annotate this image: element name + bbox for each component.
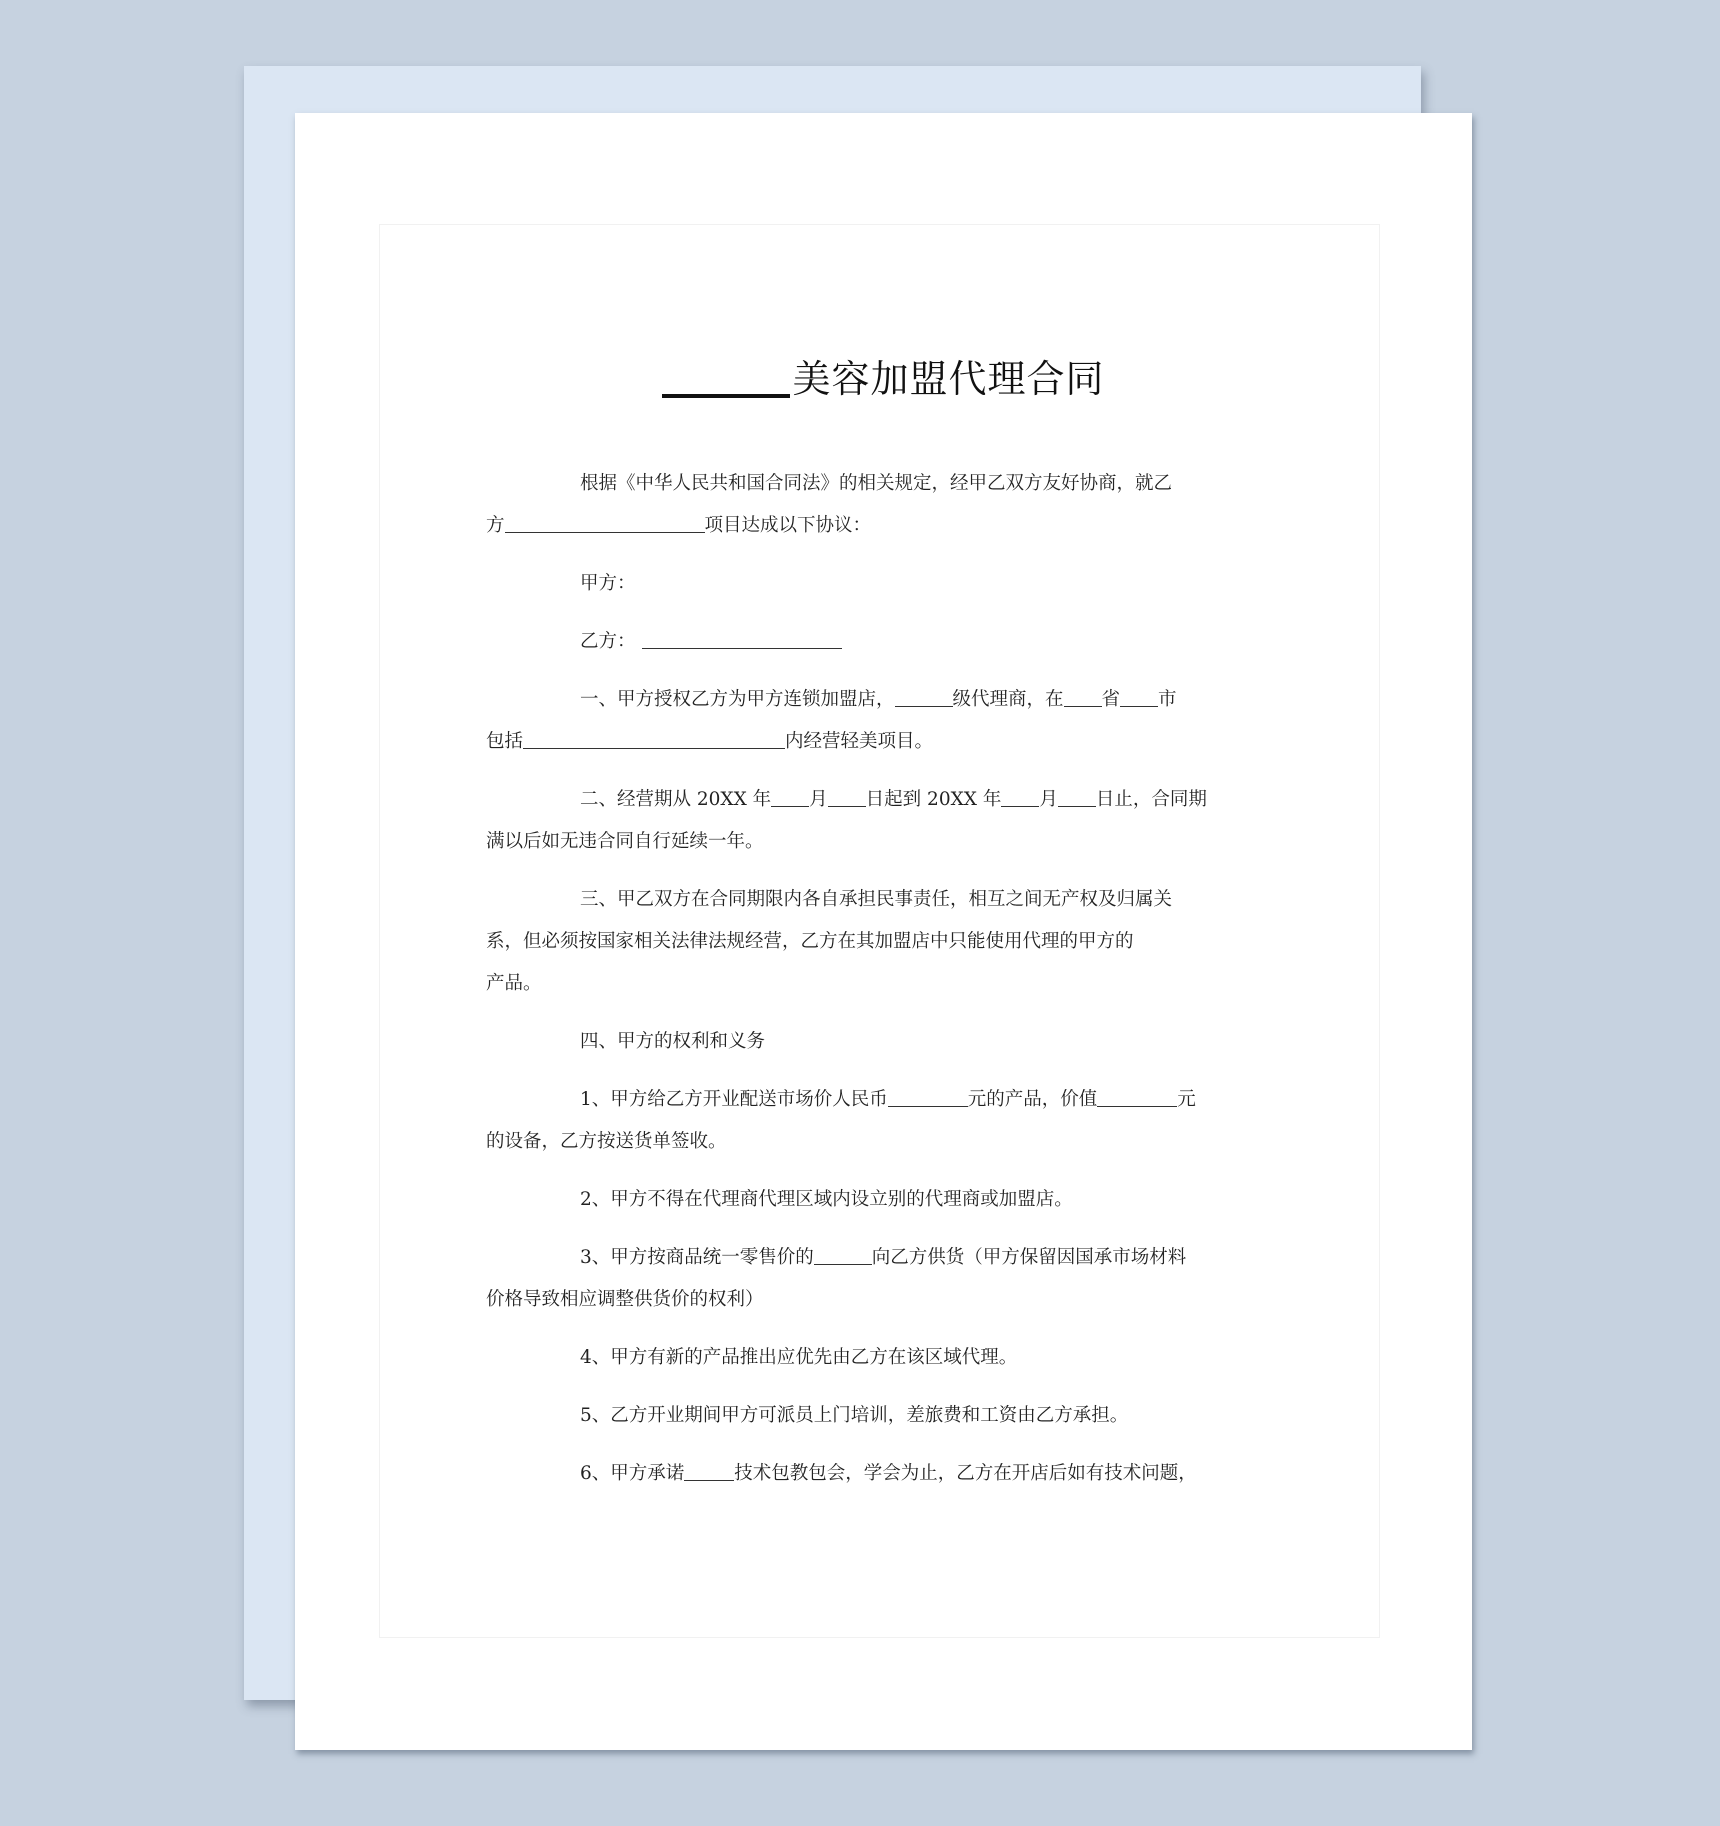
text: 4、甲方有新的产品推出应优先由乙方在该区域代理。 <box>580 1347 1018 1368</box>
text-line: 价格导致相应调整供货价的权利） <box>486 1289 764 1310</box>
intro-paragraph <box>486 463 1233 547</box>
document-body <box>486 463 1233 1511</box>
item-5 <box>533 1395 1233 1437</box>
text-line: 三、甲乙双方在合同期限内各自承担民事责任，相互之间无产权及归属关 <box>580 889 1173 910</box>
section-2 <box>486 779 1233 863</box>
text: 内经营轻美项目。 <box>785 731 934 752</box>
blank-line <box>1064 705 1102 707</box>
blank-line <box>684 1479 734 1481</box>
blank-line <box>1001 805 1039 807</box>
section-4-heading <box>533 1021 1233 1063</box>
text: 2、甲方不得在代理商代理区域内设立别的代理商或加盟店。 <box>580 1189 1073 1210</box>
text-line <box>533 1237 1233 1279</box>
text: 级代理商，在 <box>952 689 1064 710</box>
item-3 <box>486 1237 1233 1321</box>
text: 二、经营期从 20XX 年 <box>580 789 772 810</box>
party-b-line <box>533 621 1233 663</box>
text-line: 的设备，乙方按送货单签收。 <box>486 1131 727 1152</box>
text-line <box>533 779 1233 821</box>
party-a-label: 甲方： <box>580 573 636 594</box>
title-blank-line <box>662 393 790 398</box>
text: 技术包教包会，学会为止，乙方在开店后如有技术问题， <box>734 1463 1197 1484</box>
text: 省 <box>1101 689 1121 710</box>
text: 5、乙方开业期间甲方可派员上门培训，差旅费和工资由乙方承担。 <box>580 1405 1129 1426</box>
text-line <box>486 721 1233 763</box>
text-line: 满以后如无违合同自行延续一年。 <box>486 831 764 852</box>
section-3 <box>486 879 1233 1005</box>
blank-line <box>828 805 866 807</box>
text-line <box>486 505 1233 547</box>
blank-line <box>888 1105 968 1107</box>
text: 包括 <box>486 731 524 752</box>
text: 向乙方供货（甲方保留因国承市场材料 <box>871 1247 1187 1268</box>
text: 月 <box>1039 789 1058 810</box>
item-4 <box>533 1337 1233 1379</box>
text-line: 产品。 <box>486 973 542 994</box>
item-1 <box>486 1079 1233 1163</box>
blank-line <box>523 747 785 749</box>
text: 项目达成以下协议： <box>704 515 872 536</box>
item-2 <box>533 1179 1233 1221</box>
text: 月 <box>809 789 828 810</box>
document-title <box>295 348 1472 403</box>
blank-line <box>1097 1105 1177 1107</box>
text-line: 根据《中华人民共和国合同法》的相关规定，经甲乙双方友好协商，就乙 <box>580 473 1173 494</box>
blank-line <box>814 1263 872 1265</box>
text-line: 系，但必须按国家相关法律法规经营，乙方在其加盟店中只能使用代理的甲方的 <box>486 931 1134 952</box>
section-1 <box>486 679 1233 763</box>
text: 市 <box>1158 689 1177 710</box>
title-text: 美容加盟代理合同 <box>792 357 1105 401</box>
text: 6、甲方承诺 <box>580 1463 685 1484</box>
blank-line <box>771 805 809 807</box>
text: 一、甲方授权乙方为甲方连锁加盟店， <box>580 689 895 710</box>
blank-line <box>895 705 953 707</box>
text: 方 <box>486 515 505 536</box>
text: 1、甲方给乙方开业配送市场价人民币 <box>580 1089 888 1110</box>
item-6 <box>533 1453 1233 1495</box>
document-page <box>295 113 1472 1750</box>
party-a-line <box>533 563 1233 605</box>
text: 日起到 20XX 年 <box>865 789 1002 810</box>
text: 元 <box>1177 1089 1196 1110</box>
blank-line <box>1120 705 1158 707</box>
blank-line <box>505 531 705 533</box>
heading-text: 四、甲方的权利和义务 <box>580 1031 766 1052</box>
party-b-label: 乙方： <box>580 631 636 652</box>
blank-line <box>642 647 842 649</box>
text-line <box>533 1079 1233 1121</box>
blank-line <box>1058 805 1096 807</box>
text: 日止，合同期 <box>1095 789 1207 810</box>
text-line <box>533 679 1233 721</box>
text: 3、甲方按商品统一零售价的 <box>580 1247 814 1268</box>
text: 元的产品，价值 <box>967 1089 1098 1110</box>
